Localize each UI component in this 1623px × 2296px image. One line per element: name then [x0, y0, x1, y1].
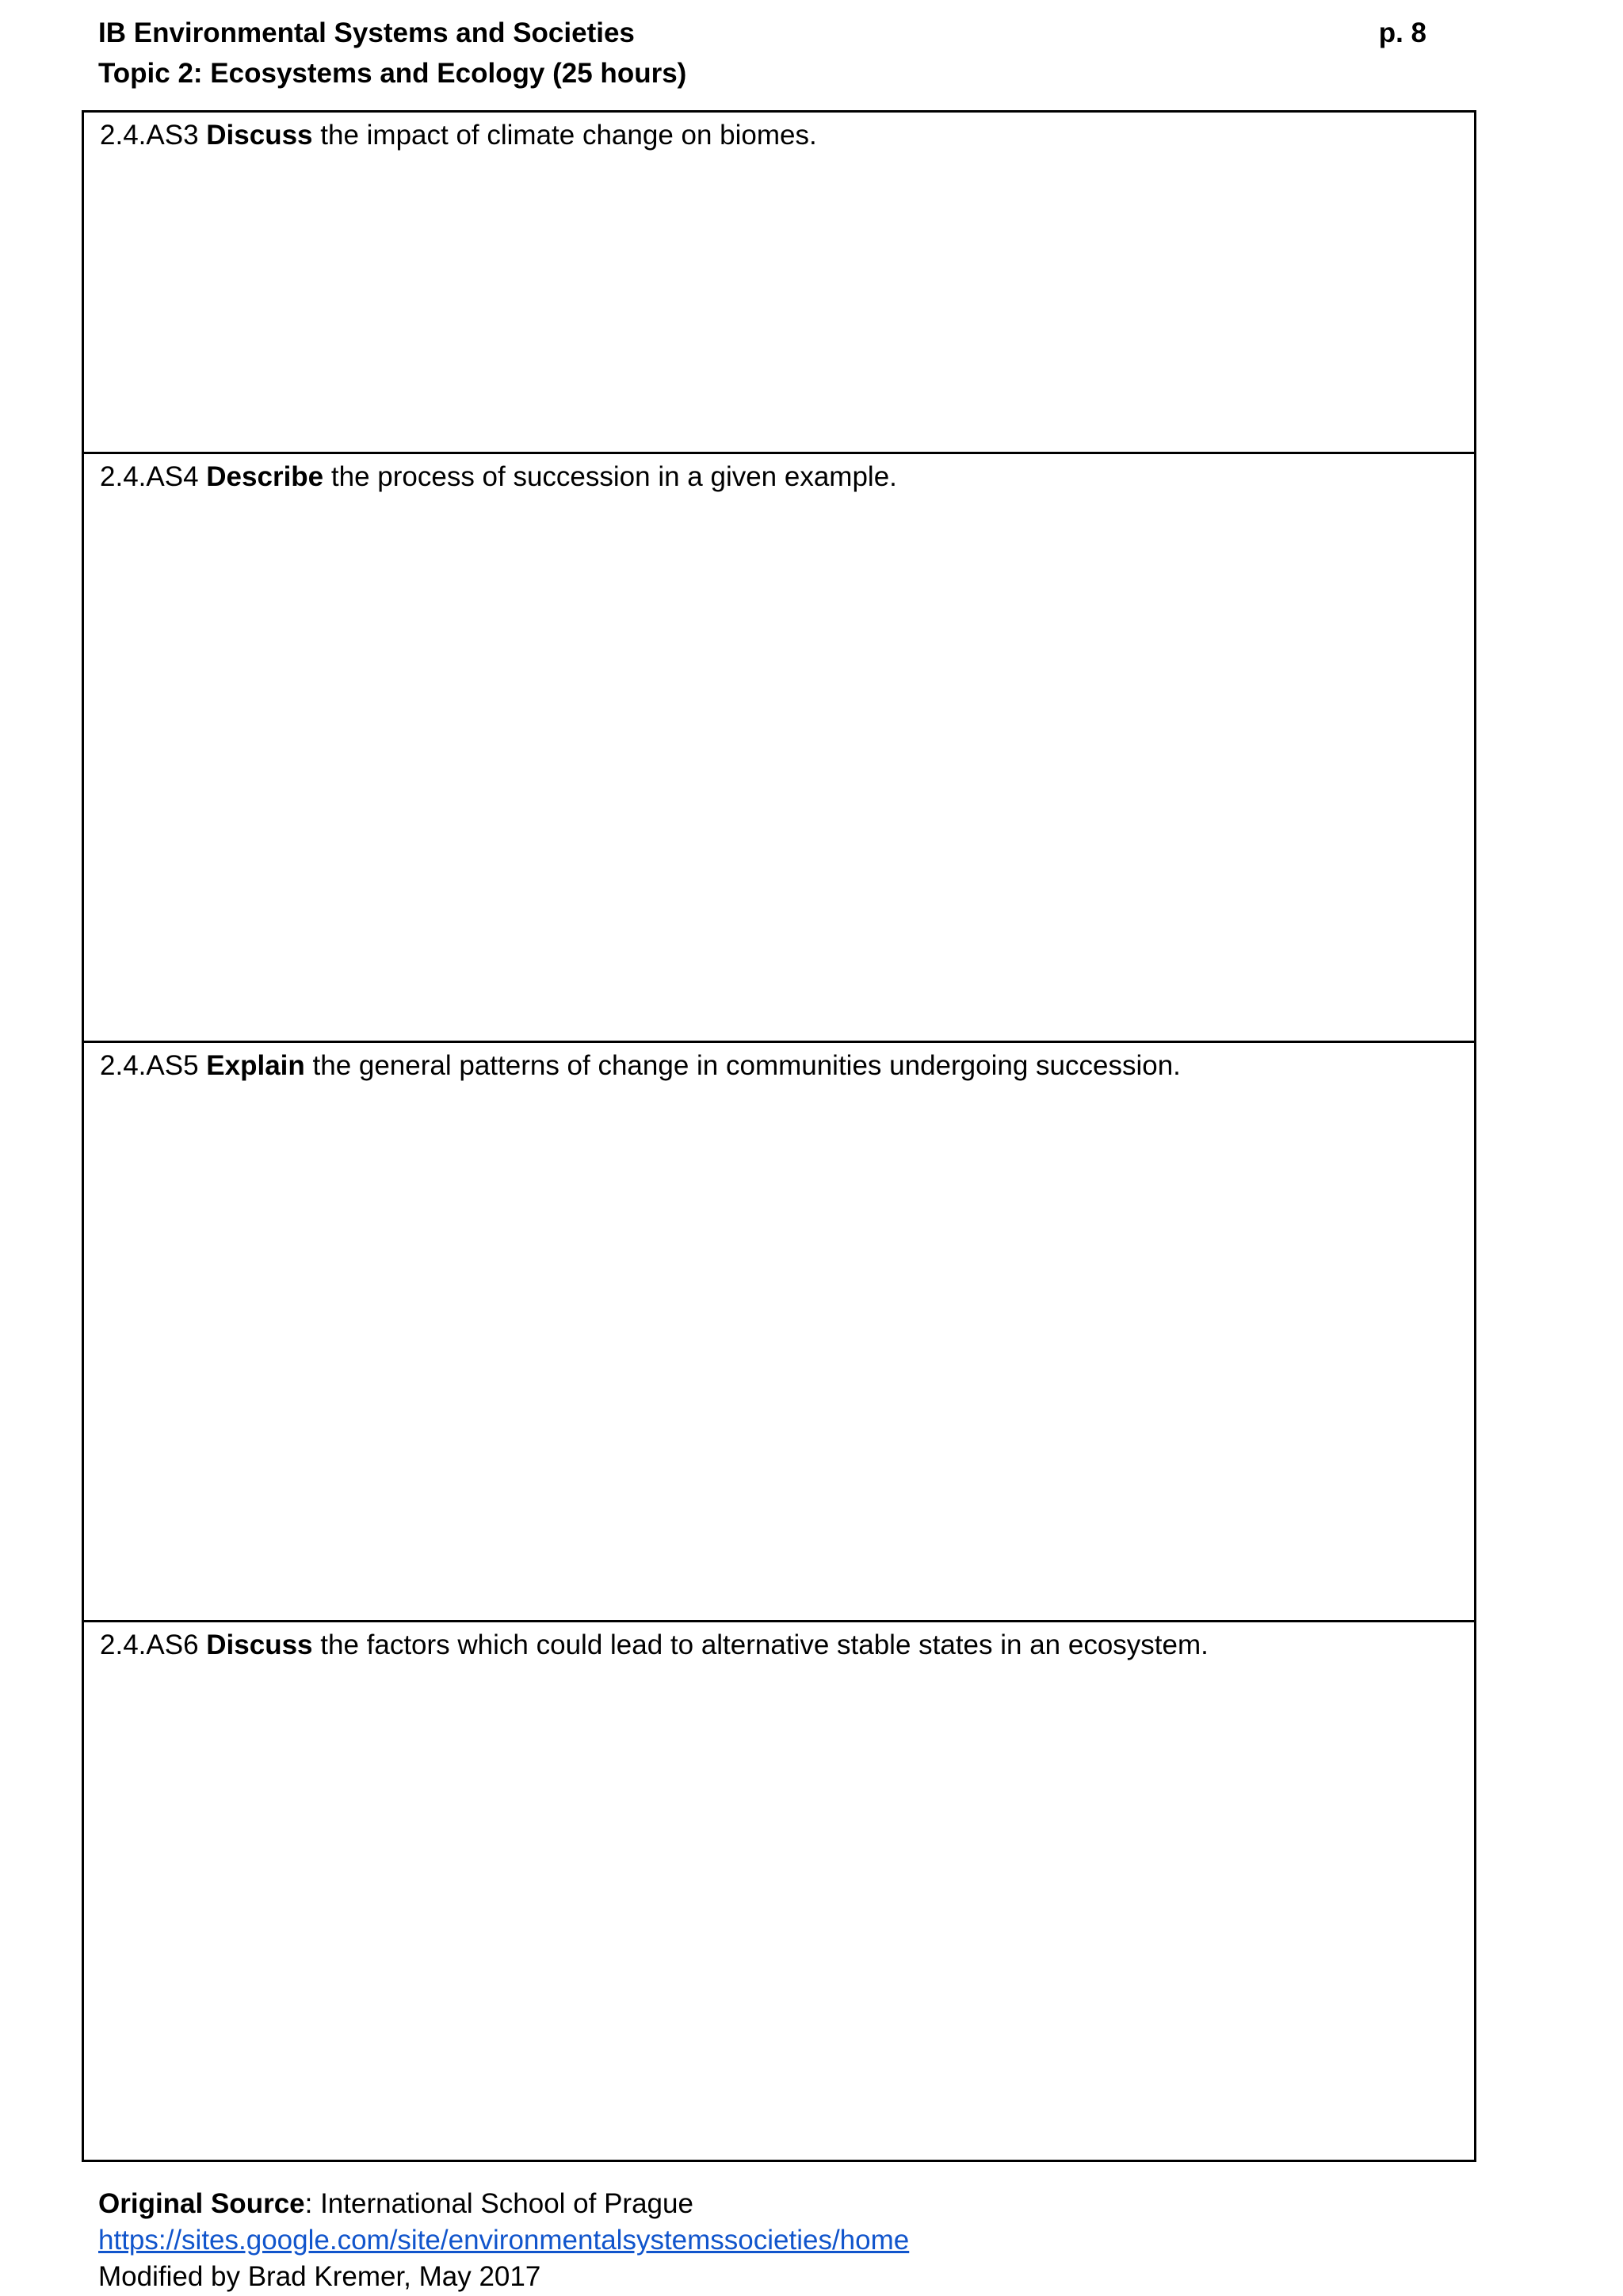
- prompt-command-term: Discuss: [206, 120, 313, 151]
- footer: [98, 2186, 909, 2295]
- answer-box-as3[interactable]: [83, 112, 1476, 453]
- prompt-row: [83, 112, 1476, 453]
- prompt-row: [83, 1042, 1476, 1622]
- prompt-code: 2.4.AS4: [100, 461, 199, 492]
- worksheet-table: [82, 110, 1476, 2162]
- source-text: : International School of Prague: [304, 2188, 693, 2219]
- topic-heading: Topic 2: Ecosystems and Ecology (25 hours): [98, 58, 687, 89]
- prompt-row: [83, 1622, 1476, 2161]
- prompt-code: 2.4.AS3: [100, 120, 199, 151]
- document-title: IB Environmental Systems and Societies: [98, 17, 635, 48]
- answer-box-as6[interactable]: [83, 1622, 1476, 2161]
- prompt-text: the impact of climate change on biomes.: [320, 120, 817, 151]
- prompt-code: 2.4.AS6: [100, 1629, 199, 1660]
- prompt-command-term: Describe: [206, 461, 324, 492]
- modified-note: Modified by Brad Kremer, May 2017: [98, 2261, 541, 2292]
- answer-box-as5[interactable]: [83, 1042, 1476, 1622]
- source-label: Original Source: [98, 2188, 305, 2219]
- prompt-command-term: Explain: [206, 1050, 305, 1081]
- page-number: p. 8: [1378, 17, 1426, 48]
- prompt-code: 2.4.AS5: [100, 1050, 199, 1081]
- prompt-text: the process of succession in a given example.: [330, 461, 897, 492]
- source-link[interactable]: https://sites.google.com/site/environmentalsystemssocieties/home: [98, 2225, 910, 2256]
- prompt-text: the factors which could lead to alternative stable states in an ecosystem.: [320, 1629, 1209, 1660]
- prompt-command-term: Discuss: [206, 1629, 313, 1660]
- answer-box-as4[interactable]: [83, 453, 1476, 1042]
- source-line: [98, 2186, 909, 2222]
- prompt-text: the general patterns of change in communities undergoing succession.: [312, 1050, 1181, 1081]
- prompt-row: [83, 453, 1476, 1042]
